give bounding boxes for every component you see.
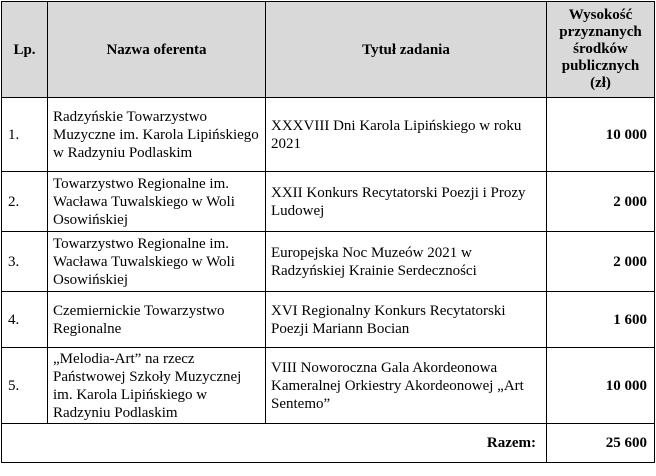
grant-amount: 2 000 <box>547 172 655 232</box>
row-number: 2. <box>2 172 48 232</box>
header-name: Nazwa oferenta <box>48 2 266 98</box>
applicant-name: Towarzystwo Regionalne im. Wacława Tuwalskiego w Woli Osowińskiej <box>48 232 266 292</box>
applicant-name: „Melodia-Art” na rzecz Państwowej Szkoły Muzycznej im. Karola Lipińskiego w Radzyniu Podlaskim <box>48 348 266 424</box>
task-title: Europejska Noc Muzeów 2021 w Radzyńskiej Krainie Serdeczności <box>266 232 547 292</box>
grant-amount: 2 000 <box>547 232 655 292</box>
grant-amount: 10 000 <box>547 98 655 172</box>
grant-amount: 1 600 <box>547 292 655 348</box>
row-number: 3. <box>2 232 48 292</box>
task-title: XVI Regionalny Konkurs Recytatorski Poezji Mariann Bocian <box>266 292 547 348</box>
table-row <box>2 98 655 172</box>
applicant-name: Towarzystwo Regionalne im. Wacława Tuwalskiego w Woli Osowińskiej <box>48 172 266 232</box>
header-amount: Wysokość przyznanych środków publicznych (zł) <box>547 2 655 98</box>
task-title: XXXVIII Dni Karola Lipińskiego w roku 2021 <box>266 98 547 172</box>
table-row <box>2 348 655 424</box>
task-title: XXII Konkurs Recytatorski Poezji i Prozy Ludowej <box>266 172 547 232</box>
applicant-name: Czemiernickie Towarzystwo Regionalne <box>48 292 266 348</box>
row-number: 5. <box>2 348 48 424</box>
table-row <box>2 232 655 292</box>
task-title: VIII Noworoczna Gala Akordeonowa Kameralnej Orkiestry Akordeonowej „Art Sentemo” <box>266 348 547 424</box>
total-label: Razem: <box>2 424 547 463</box>
total-row <box>2 424 655 463</box>
grants-table <box>1 1 655 463</box>
row-number: 1. <box>2 98 48 172</box>
grant-amount: 10 000 <box>547 348 655 424</box>
table-row <box>2 292 655 348</box>
header-lp: Lp. <box>2 2 48 98</box>
applicant-name: Radzyńskie Towarzystwo Muzyczne im. Karola Lipińskiego w Radzyniu Podlaskim <box>48 98 266 172</box>
header-task: Tytuł zadania <box>266 2 547 98</box>
table-row <box>2 172 655 232</box>
header-row <box>2 2 655 98</box>
total-amount: 25 600 <box>547 424 655 463</box>
row-number: 4. <box>2 292 48 348</box>
